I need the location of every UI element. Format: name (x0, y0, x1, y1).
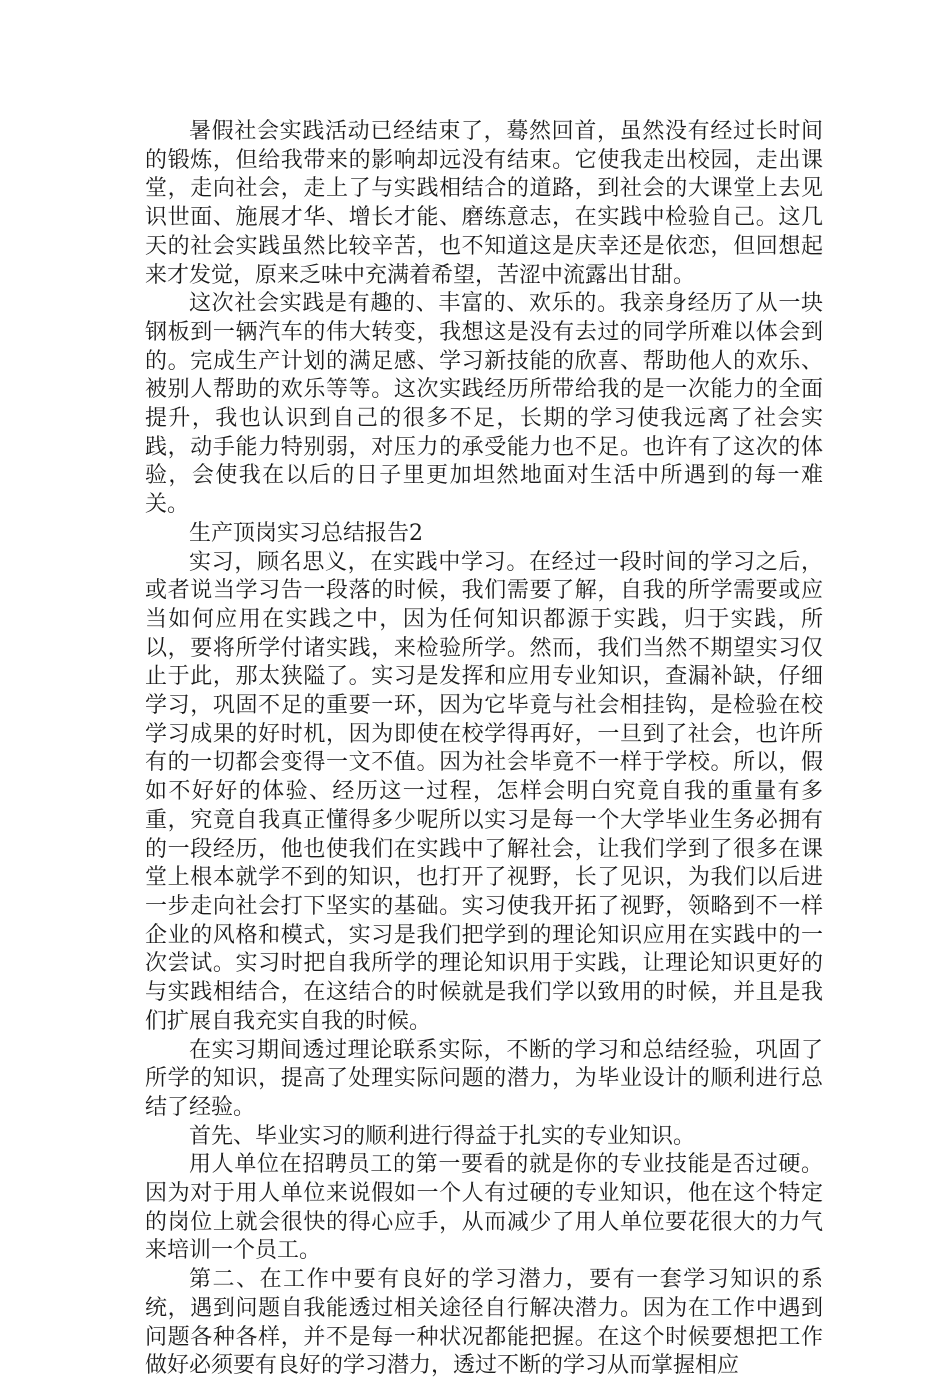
document-body (145, 118, 823, 1381)
paragraph-summer-practice-intro: 暑假社会实践活动已经结束了，蓦然回首，虽然没有经过长时间的锻炼，但给我带来的影响却远没有结束。它使我走出校园，走出课堂，走向社会，走上了与实践相结合的道路，到社会的大课堂上去见识世面、施展才华、增长才能、磨练意志，在实践中检验自己。这几天的社会实践虽然比较辛苦，也不知道这是庆幸还是依恋，但回想起来才发觉，原来乏味中充满着希望，苦涩中流露出甘甜。 (145, 119, 823, 288)
paragraph-professional-skills: 用人单位在招聘员工的第一要看的就是你的专业技能是否过硬。因为对于用人单位来说假如一个人有过硬的专业知识，他在这个特定的岗位上就会很快的得心应手，从而减少了用人单位要花很大的力气来培训一个员工。 (145, 1152, 823, 1264)
paragraph-internship-meaning: 实习，顾名思义，在实践中学习。在经过一段时间的学习之后，或者说当学习告一段落的时候，我们需要了解，自我的所学需要或应当如何应用在实践之中，因为任何知识都源于实践，归于实践，所以，要将所学付诸实践，来检验所学。然而，我们当然不期望实习仅止于此，那太狭隘了。实习是发挥和应用专业知识，查漏补缺，仔细学习，巩固不足的重要一环，因为它毕竟与社会相挂钩，是检验在校学习成果的好时机，因为即使在校学得再好，一旦到了社会，也许所有的一切都会变得一文不值。因为社会毕竟不一样于学校。所以，假如不好好的体验、经历这一过程，怎样会明白究竟自我的重量有多重，究竟自我真正懂得多少呢所以实习是每一个大学毕业生务必拥有的一段经历，他也使我们在实践中了解社会，让我们学到了很多在课堂上根本就学不到的知识，也打开了视野，长了见识，为我们以后进一步走向社会打下坚实的基础。实习使我开拓了视野，领略到不一样企业的风格和模式，实习是我们把学到的理论知识应用在实践中的一次尝试。实习时把自我所学的理论知识用于实践，让理论知识更好的与实践相结合，在这结合的时候就是我们学以致用的时候，并且是我们扩展自我充实自我的时候。 (145, 549, 823, 1034)
paragraph-practice-experience: 这次社会实践是有趣的、丰富的、欢乐的。我亲身经历了从一块钢板到一辆汽车的伟大转变，我想这是没有去过的同学所难以体会到的。完成生产计划的满足感、学习新技能的欣喜、帮助他人的欢乐、被别人帮助的欢乐等等。这次实践经历所带给我的是一次能力的全面提升，我也认识到自己的很多不足，长期的学习使我远离了社会实践，动手能力特别弱，对压力的承受能力也不足。也许有了这次的体验，会使我在以后的日子里更加坦然地面对生活中所遇到的每一难关。 (145, 291, 823, 518)
section-heading-report-2: 生产顶岗实习总结报告2 (189, 520, 423, 546)
paragraph-second-point: 第二、在工作中要有良好的学习潜力，要有一套学习知识的系统，遇到问题自我能透过相关途径自行解决潜力。因为在工作中遇到问题各种各样，并不是每一种状况都能把握。在这个时候要想把工作做好必须要有良好的学习潜力，透过不断的学习从而掌握相应 (145, 1267, 823, 1379)
paragraph-first-point: 首先、毕业实习的顺利进行得益于扎实的专业知识。 (189, 1123, 696, 1149)
paragraph-theory-practice: 在实习期间透过理论联系实际，不断的学习和总结经验，巩固了所学的知识，提高了处理实际问题的潜力，为毕业设计的顺利进行总结了经验。 (145, 1037, 823, 1120)
